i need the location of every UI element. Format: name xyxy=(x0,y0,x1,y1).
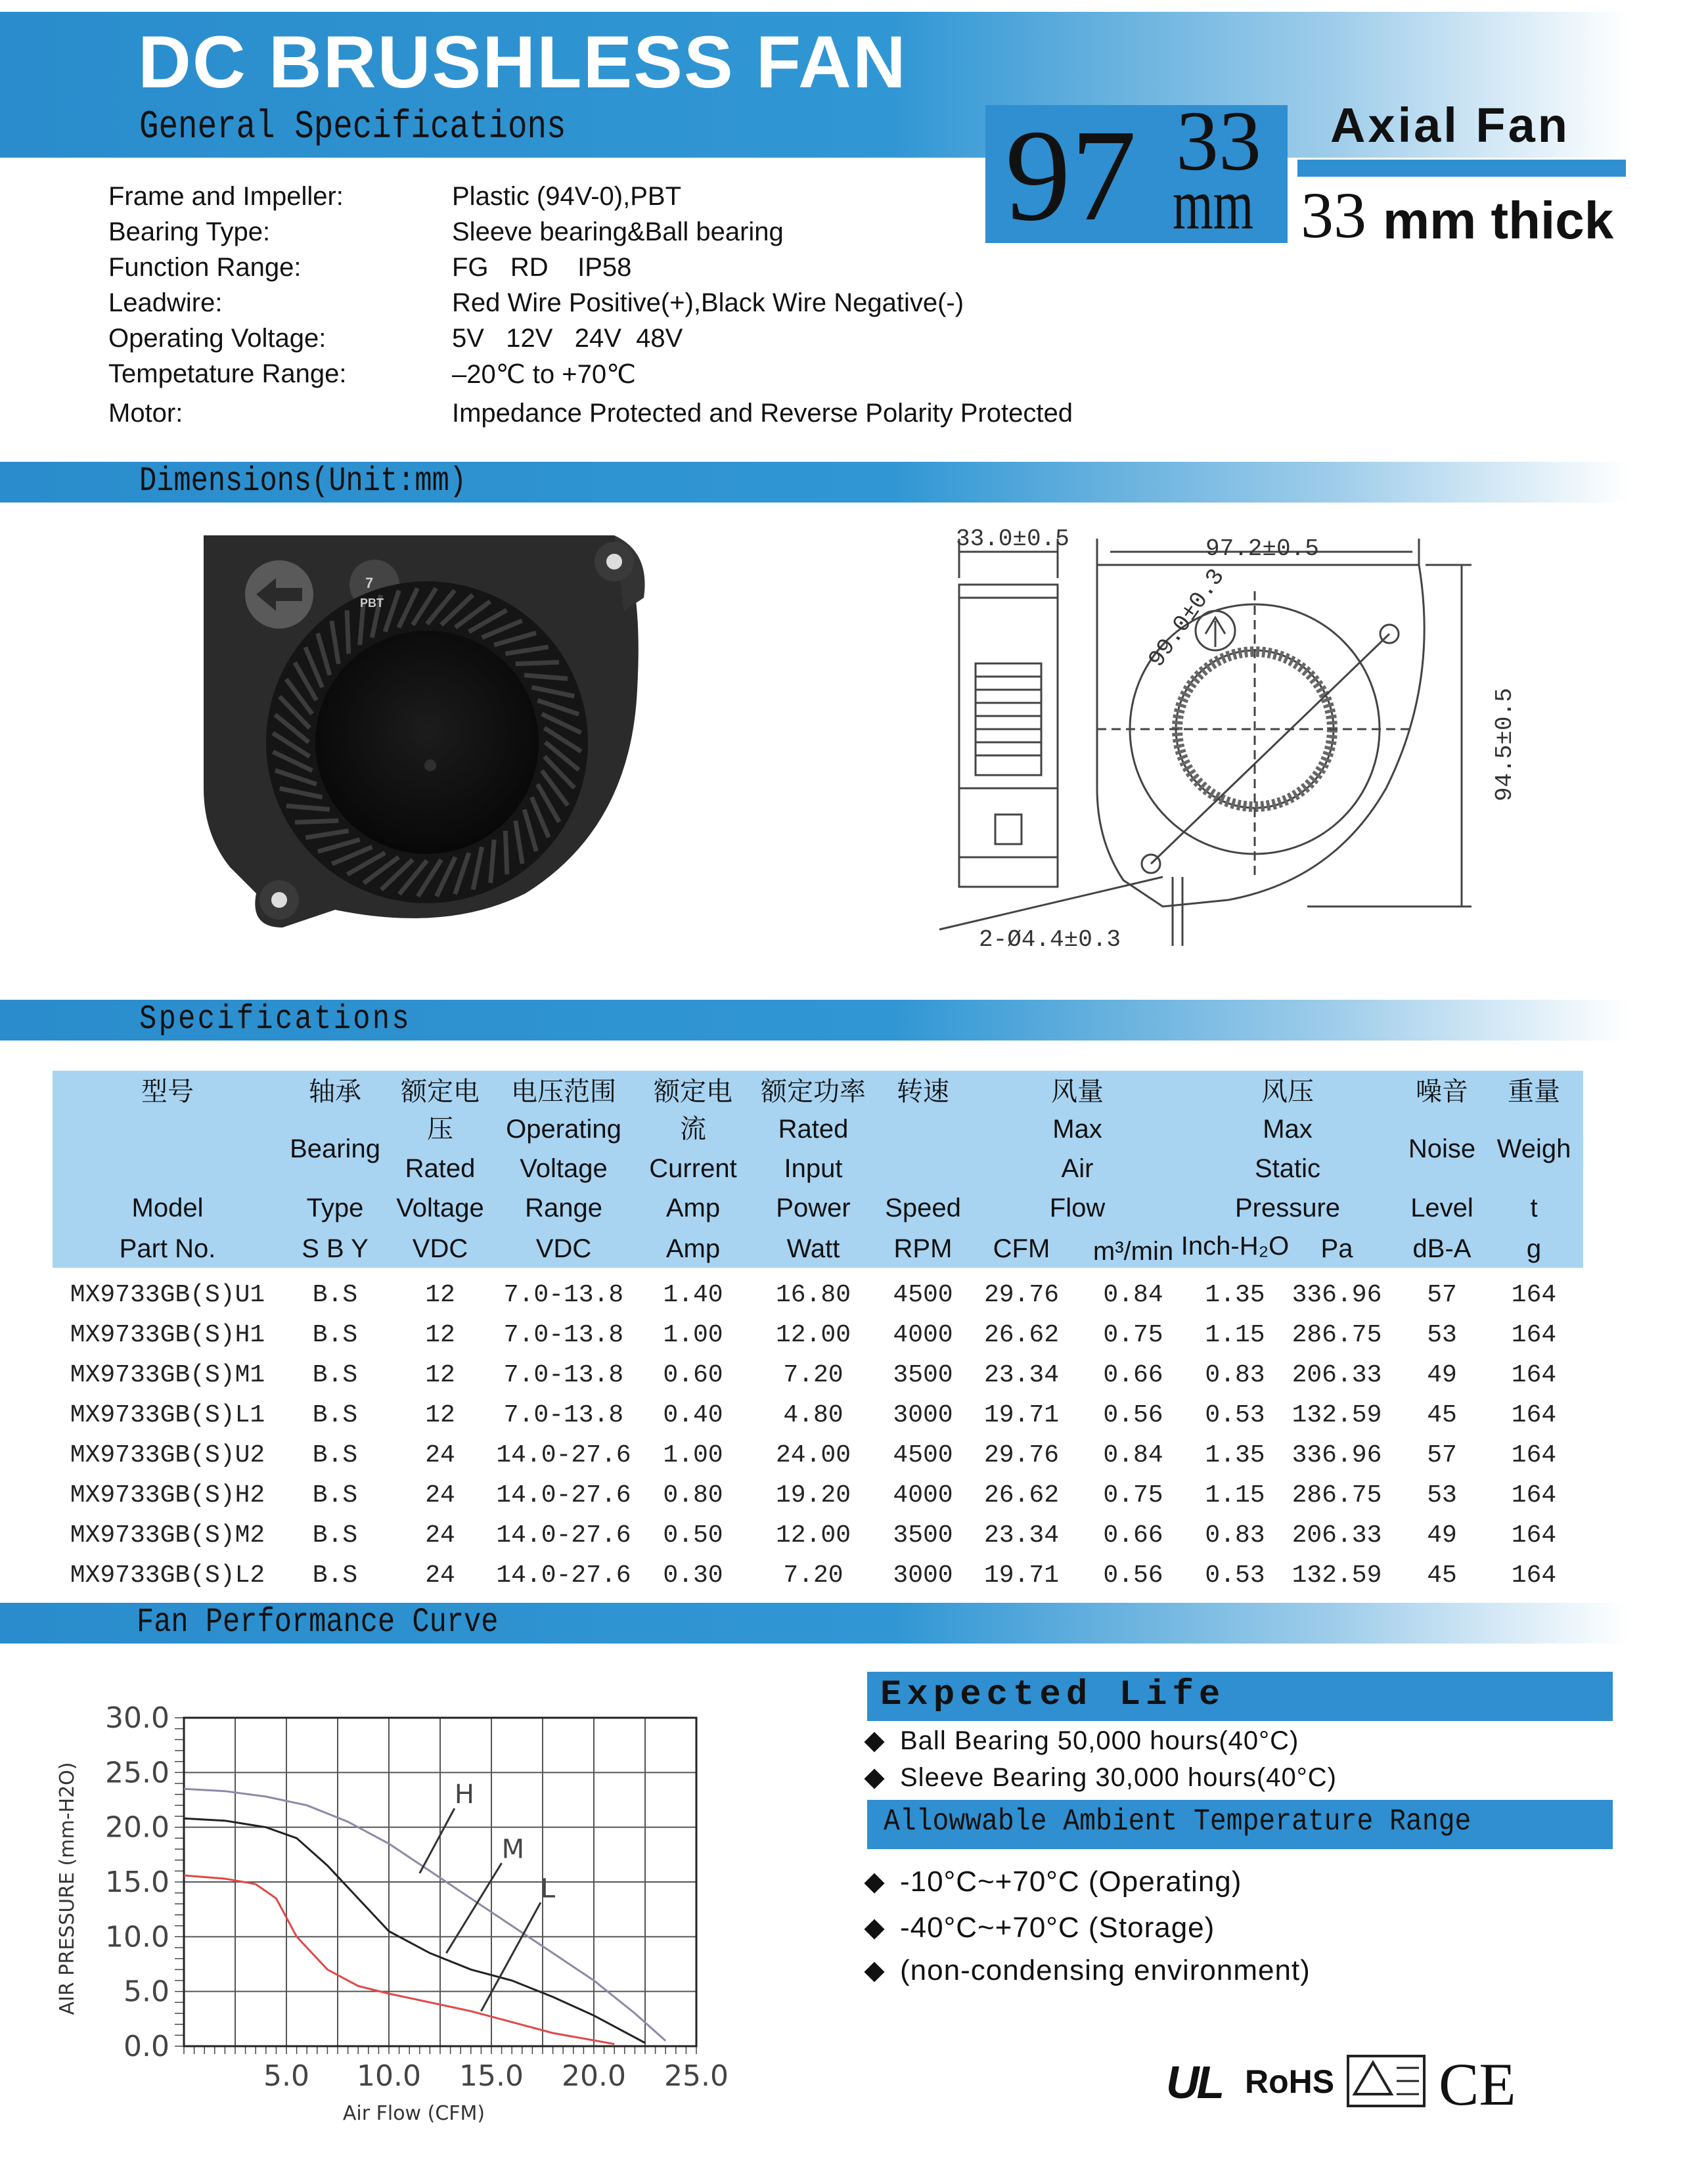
table-cell: 49 xyxy=(1427,1521,1457,1550)
table-header-noise-l4: dB-A xyxy=(1412,1234,1472,1263)
table-cell: 132.59 xyxy=(1292,1401,1382,1429)
dimensions-title: Dimensions(Unit:mm) xyxy=(139,462,467,501)
table-header-noise-l1: Noise xyxy=(1408,1134,1476,1163)
table-header-pressure-cn: 风压 xyxy=(1261,1077,1314,1107)
x-tick-label: 25.0 xyxy=(664,2059,729,2093)
fan-blade xyxy=(295,820,338,822)
table-cell: 0.53 xyxy=(1205,1401,1265,1429)
table-cell: 336.96 xyxy=(1292,1441,1382,1469)
table-cell: 16.80 xyxy=(775,1281,851,1309)
spec-value: Sleeve bearing&Ball bearing xyxy=(452,217,784,246)
recycle-mark: PBT xyxy=(360,596,384,610)
table-header-flow-l1: Max xyxy=(1052,1115,1102,1144)
table-cell: 57 xyxy=(1427,1281,1457,1309)
table-header-speed-l3: Speed xyxy=(885,1194,961,1222)
spec-label: Operating Voltage: xyxy=(108,324,326,353)
table-header-rated-voltage-cn: 额定电 xyxy=(401,1077,480,1107)
table-header-flow-cn: 风量 xyxy=(1051,1077,1104,1107)
size-unit: mm xyxy=(1173,164,1254,244)
dim-height: 94.5±0.5 xyxy=(1491,688,1518,801)
table-cell: 24 xyxy=(425,1521,455,1550)
table-cell: 4.80 xyxy=(783,1401,843,1429)
table-cell: 0.66 xyxy=(1103,1521,1163,1550)
series-label-L: L xyxy=(540,1873,556,1904)
table-header-bearing-l4: S B Y xyxy=(302,1234,369,1263)
table-header-operating-voltage-cn: 电压范围 xyxy=(511,1077,616,1107)
table-header-rated-voltage-l3: Voltage xyxy=(396,1194,484,1222)
spec-label: Bearing Type: xyxy=(108,217,271,246)
table-cell: 286.75 xyxy=(1292,1321,1382,1349)
y-tick-label: 5.0 xyxy=(124,1975,169,2009)
table-header-noise-l3: Level xyxy=(1410,1194,1473,1222)
table-cell: 0.40 xyxy=(663,1401,723,1429)
table-cell: 3000 xyxy=(893,1561,953,1590)
table-cell: 0.84 xyxy=(1103,1441,1163,1469)
table-header-power-l4: Watt xyxy=(786,1234,840,1263)
table-header-rated-voltage-l2: Rated xyxy=(405,1154,476,1183)
temp-item xyxy=(867,1954,1311,1987)
y-tick-label: 10.0 xyxy=(105,1920,169,1954)
table-cell: 19.71 xyxy=(983,1401,1060,1429)
life-title: Expected Life xyxy=(880,1675,1226,1715)
size-top: 33 xyxy=(1176,94,1261,189)
table-cell: 26.62 xyxy=(983,1481,1060,1510)
table-cell: 206.33 xyxy=(1292,1521,1382,1550)
dim-diagonal: 99.0±0.3 xyxy=(1143,564,1230,673)
table-cell: 1.35 xyxy=(1205,1441,1265,1469)
x-tick-label: 20.0 xyxy=(562,2059,626,2093)
x-tick-label: 15.0 xyxy=(459,2059,524,2093)
table-cell: 12.00 xyxy=(775,1321,851,1349)
x-axis-label: Air Flow (CFM) xyxy=(342,2102,485,2125)
table-header-operating-voltage-l4: VDC xyxy=(535,1234,592,1263)
y-tick-label: 30.0 xyxy=(105,1701,169,1735)
table-row-model: MX9733GB(S)L1 xyxy=(70,1401,265,1429)
table-cell: 0.56 xyxy=(1103,1561,1163,1590)
table-cell: 14.0-27.6 xyxy=(496,1521,631,1550)
table-header-operating-voltage-l3: Range xyxy=(525,1194,602,1222)
table-header-noise-cn: 噪音 xyxy=(1416,1077,1468,1107)
table-cell: 132.59 xyxy=(1292,1561,1382,1590)
y-axis-label: AIR PRESSURE (mm-H2O) xyxy=(56,1762,79,2015)
series-pointer-M xyxy=(446,1863,501,1953)
bullet-icon xyxy=(864,1732,884,1753)
table-header-flow-l3: Flow xyxy=(1049,1194,1106,1222)
table-cell: 19.71 xyxy=(983,1561,1060,1590)
life-item xyxy=(867,1726,1299,1756)
table-header-power-l1: Rated xyxy=(778,1115,849,1144)
dim-thickness: 33.0±0.5 xyxy=(956,526,1069,552)
recycle-number: 7 xyxy=(365,575,374,591)
table-cell: 0.60 xyxy=(663,1361,723,1389)
table-cell: 1.00 xyxy=(663,1441,723,1469)
table-header-model-l3: Model xyxy=(131,1194,204,1222)
table-header-bearing-cn: 轴承 xyxy=(309,1077,361,1107)
table-cell: 14.0-27.6 xyxy=(496,1441,631,1469)
temp-item-text: -40°C~+70°C (Storage) xyxy=(900,1912,1215,1944)
table-cell: 53 xyxy=(1427,1481,1457,1510)
table-cell: B.S xyxy=(312,1481,358,1510)
table-cell: 0.80 xyxy=(663,1481,723,1510)
table-cell: 164 xyxy=(1511,1401,1557,1429)
life-item-text: Ball Bearing 50,000 hours(40°C) xyxy=(900,1726,1299,1755)
table-cell: 164 xyxy=(1511,1441,1557,1469)
fan-photo xyxy=(184,526,683,946)
table-cell: 1.15 xyxy=(1205,1481,1265,1510)
table-cell: 3500 xyxy=(893,1521,953,1550)
series-pointer-L xyxy=(481,1902,540,2011)
rohs-logo: RoHS xyxy=(1245,2063,1335,2100)
page-title: DC BRUSHLESS FAN xyxy=(138,21,907,103)
spec-label: Motor: xyxy=(108,399,183,428)
table-header-pressure-inch: Inch-H₂O xyxy=(1180,1232,1290,1261)
table-cell: 7.20 xyxy=(783,1361,843,1389)
table-header-flow-l2: Air xyxy=(1061,1154,1094,1183)
table-cell: 164 xyxy=(1511,1561,1557,1590)
table-cell: 49 xyxy=(1427,1361,1457,1389)
table-cell: 12 xyxy=(425,1281,455,1309)
table-cell: 1.35 xyxy=(1205,1281,1265,1309)
bullet-icon xyxy=(864,1919,884,1940)
table-cell: 164 xyxy=(1511,1481,1557,1510)
table-cell: 24 xyxy=(425,1481,455,1510)
table-header-pressure-l1: Max xyxy=(1263,1115,1313,1144)
spec-value: Plastic (94V-0),PBT xyxy=(452,182,682,211)
spec-value: FG RD IP58 xyxy=(452,253,632,282)
series-pointer-H xyxy=(420,1808,455,1873)
table-cell: B.S xyxy=(312,1401,358,1429)
bullet-icon xyxy=(864,1873,884,1894)
table-cell: 0.56 xyxy=(1103,1401,1163,1429)
performance-chart xyxy=(39,1682,775,2128)
series-line-M xyxy=(184,1818,645,2043)
table-header-pressure-l2: Static xyxy=(1254,1154,1321,1183)
table-cell: 4500 xyxy=(893,1441,953,1469)
spec-label: Function Range: xyxy=(108,253,302,282)
table-cell: 23.34 xyxy=(983,1361,1060,1389)
table-row-model: MX9733GB(S)M1 xyxy=(70,1361,265,1389)
table-cell: 164 xyxy=(1511,1321,1557,1349)
table-header-model-cn: 型号 xyxy=(141,1077,194,1107)
table-cell: 53 xyxy=(1427,1321,1457,1349)
thickness-number: 33 xyxy=(1301,179,1366,252)
table-cell: B.S xyxy=(312,1361,358,1389)
life-item xyxy=(867,1763,1337,1793)
fan-blade xyxy=(516,662,559,663)
table-cell: 0.83 xyxy=(1205,1361,1265,1389)
table-header-current-l1: 流 xyxy=(680,1114,706,1144)
table-cell: 24 xyxy=(425,1441,455,1469)
table-cell: 0.30 xyxy=(663,1561,723,1590)
table-row-model: MX9733GB(S)M2 xyxy=(70,1521,265,1550)
table-header-weight-l3: t xyxy=(1530,1194,1538,1222)
table-cell: 336.96 xyxy=(1292,1281,1382,1309)
table-cell: 1.00 xyxy=(663,1321,723,1349)
temperature-title: Allowwable Ambient Temperature Range xyxy=(884,1804,1472,1839)
table-cell: B.S xyxy=(312,1441,358,1469)
table-row-model: MX9733GB(S)L2 xyxy=(70,1561,265,1590)
table-cell: 0.53 xyxy=(1205,1561,1265,1590)
size-main: 97 xyxy=(1005,103,1136,248)
type-underline xyxy=(1297,160,1626,177)
type-label: Axial Fan xyxy=(1330,98,1570,152)
ce-logo: CE xyxy=(1439,2051,1516,2118)
table-header-power-cn: 额定功率 xyxy=(761,1077,866,1107)
x-tick-label: 10.0 xyxy=(357,2059,421,2093)
table-row-model: MX9733GB(S)U1 xyxy=(70,1281,265,1309)
table-cell: 12 xyxy=(425,1401,455,1429)
y-tick-label: 15.0 xyxy=(105,1866,169,1899)
y-tick-label: 25.0 xyxy=(105,1756,169,1790)
table-cell: 164 xyxy=(1511,1361,1557,1389)
table-header-rated-voltage-l4: VDC xyxy=(412,1234,468,1263)
table-header-rated-voltage-l1: 压 xyxy=(427,1114,453,1144)
table-row-model: MX9733GB(S)H2 xyxy=(70,1481,265,1510)
table-header-power-l2: Input xyxy=(784,1154,843,1183)
y-tick-label: 0.0 xyxy=(124,2030,169,2063)
spec-value: 5V 12V 24V 48V xyxy=(452,324,683,353)
specifications-title: Specifications xyxy=(139,1000,412,1039)
table-cell: 7.0-13.8 xyxy=(503,1281,624,1309)
table-cell: 0.75 xyxy=(1103,1481,1163,1510)
table-cell: 0.75 xyxy=(1103,1321,1163,1349)
table-cell: 7.0-13.8 xyxy=(503,1321,624,1349)
temp-item-text: -10°C~+70°C (Operating) xyxy=(900,1866,1242,1898)
tuv-mark-icon xyxy=(1347,2055,1426,2107)
table-cell: 14.0-27.6 xyxy=(496,1561,631,1590)
table-cell: 45 xyxy=(1427,1561,1457,1590)
series-label-M: M xyxy=(501,1834,525,1865)
spec-label: Tempetature Range: xyxy=(108,359,347,388)
subtitle: General Specifications xyxy=(139,105,566,150)
table-cell: 0.84 xyxy=(1103,1281,1163,1309)
table-cell: B.S xyxy=(312,1321,358,1349)
table-header-weight-l1: Weigh xyxy=(1496,1134,1571,1163)
x-tick-label: 5.0 xyxy=(263,2059,309,2093)
table-cell: 57 xyxy=(1427,1441,1457,1469)
life-item-text: Sleeve Bearing 30,000 hours(40°C) xyxy=(900,1763,1337,1792)
table-cell: 7.0-13.8 xyxy=(503,1361,624,1389)
table-cell: 1.40 xyxy=(663,1281,723,1309)
table-cell: 3000 xyxy=(893,1401,953,1429)
table-row-model: MX9733GB(S)U2 xyxy=(70,1441,265,1469)
table-cell: 45 xyxy=(1427,1401,1457,1429)
bullet-icon xyxy=(864,1769,884,1789)
table-cell: 24.00 xyxy=(775,1441,851,1469)
table-cell: 7.0-13.8 xyxy=(503,1401,624,1429)
y-tick-label: 20.0 xyxy=(105,1810,169,1845)
temp-item xyxy=(867,1912,1215,1944)
table-cell: 24 xyxy=(425,1561,455,1590)
table-cell: B.S xyxy=(312,1561,358,1590)
bullet-icon xyxy=(864,1962,884,1982)
table-cell: 286.75 xyxy=(1292,1481,1382,1510)
spec-value: Impedance Protected and Reverse Polarity Protected xyxy=(452,399,1073,428)
table-cell: 0.66 xyxy=(1103,1361,1163,1389)
table-header-current-cn: 额定电 xyxy=(654,1077,732,1107)
thickness-label: mm thick xyxy=(1383,191,1614,250)
table-cell: B.S xyxy=(312,1521,358,1550)
table-cell: 29.76 xyxy=(983,1441,1060,1469)
spec-value: Red Wire Positive(+),Black Wire Negative(-) xyxy=(452,288,964,317)
series-label-H: H xyxy=(454,1779,474,1810)
table-cell: B.S xyxy=(312,1281,358,1309)
curve-title: Fan Performance Curve xyxy=(137,1603,499,1642)
table-header-weight-l4: g xyxy=(1526,1234,1542,1263)
table-cell: 206.33 xyxy=(1292,1361,1382,1389)
table-row-model: MX9733GB(S)H1 xyxy=(70,1321,265,1349)
table-cell: 12 xyxy=(425,1361,455,1389)
table-header-pressure-l3: Pressure xyxy=(1234,1194,1341,1222)
table-cell: 0.50 xyxy=(663,1521,723,1550)
table-header-current-l4: Amp xyxy=(665,1234,721,1263)
table-header-current-l2: Current xyxy=(649,1154,737,1183)
table-header-power-l3: Power xyxy=(776,1194,851,1222)
table-header-model-l4: Part No. xyxy=(119,1234,216,1263)
table-cell: 26.62 xyxy=(983,1321,1060,1349)
spec-value: –20℃ to +70℃ xyxy=(452,360,637,389)
table-cell: 0.83 xyxy=(1205,1521,1265,1550)
fan-blade xyxy=(505,831,506,874)
temp-item xyxy=(867,1866,1242,1898)
table-header-flow-cfm: CFM xyxy=(993,1234,1050,1263)
table-cell: 3500 xyxy=(893,1361,953,1389)
table-header-operating-voltage-l2: Voltage xyxy=(520,1154,608,1183)
table-header-weight-cn: 重量 xyxy=(1508,1077,1560,1107)
table-cell: 164 xyxy=(1511,1521,1557,1550)
table-cell: 7.20 xyxy=(783,1561,843,1590)
table-cell: 4500 xyxy=(893,1281,953,1309)
ul-logo: UL xyxy=(1166,2057,1223,2108)
temp-item-text: (non-condensing environment) xyxy=(900,1954,1311,1986)
table-header-bearing-l3: Type xyxy=(306,1194,364,1222)
table-cell: 1.15 xyxy=(1205,1321,1265,1349)
table-cell: 4000 xyxy=(893,1481,953,1510)
dim-holes: 2-Ø4.4±0.3 xyxy=(979,926,1121,953)
table-header-current-l3: Amp xyxy=(665,1194,721,1222)
table-header-operating-voltage-l1: Operating xyxy=(506,1115,621,1144)
spec-label: Frame and Impeller: xyxy=(108,182,344,211)
spec-label: Leadwire: xyxy=(108,288,223,317)
table-cell: 29.76 xyxy=(983,1281,1060,1309)
table-cell: 19.20 xyxy=(775,1481,851,1510)
table-cell: 14.0-27.6 xyxy=(496,1481,631,1510)
table-header-speed-l4: RPM xyxy=(893,1234,953,1263)
table-header-speed-cn: 转速 xyxy=(897,1077,949,1107)
table-header-flow-m3min: m³/min xyxy=(1092,1237,1174,1266)
table-cell: 12.00 xyxy=(775,1521,851,1550)
fan-blade xyxy=(347,610,348,654)
table-cell: 164 xyxy=(1511,1281,1557,1309)
dim-width: 97.2±0.5 xyxy=(1205,535,1319,562)
table-cell: 4000 xyxy=(893,1321,953,1349)
table-cell: 12 xyxy=(425,1321,455,1349)
table-header-pressure-pa: Pa xyxy=(1320,1234,1353,1263)
table-cell: 23.34 xyxy=(983,1521,1060,1550)
table-header-bearing-l1: Bearing xyxy=(290,1134,380,1163)
